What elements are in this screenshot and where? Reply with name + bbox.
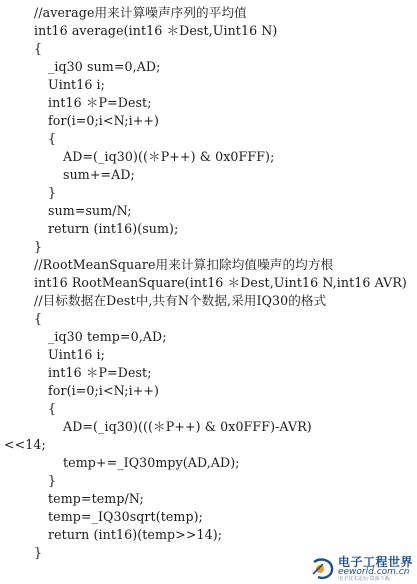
code-line: //RootMeanSquare用来计算扣除均值噪声的均方根	[34, 257, 334, 272]
code-line: }	[48, 185, 57, 200]
code-line: Uint16 i;	[48, 347, 106, 362]
code-line: Uint16 i;	[48, 77, 106, 92]
code-line: temp=_IQ30sqrt(temp);	[48, 509, 203, 524]
code-line: AD=(_iq30)(((＊P++) & 0x0FFF)-AVR)	[63, 419, 312, 434]
code-line: <<14;	[4, 437, 46, 452]
code-line: {	[48, 131, 57, 146]
watermark-subtitle: 电子技术论坛·资源下载	[337, 576, 390, 582]
code-line: }	[34, 545, 43, 560]
code-line: return (int16)(sum);	[48, 221, 179, 236]
code-line: }	[48, 473, 57, 488]
code-line: int16 RootMeanSquare(int16 ＊Dest,Uint16 N,int16 AVR)	[34, 275, 407, 290]
code-line: int16 average(int16 ＊Dest,Uint16 N)	[34, 23, 278, 38]
eeworld-logo-icon	[311, 558, 335, 580]
code-line: int16 ＊P=Dest;	[48, 365, 152, 380]
code-line: //average用来计算噪声序列的平均值	[34, 5, 247, 20]
code-line: sum=sum/N;	[48, 203, 132, 218]
code-line: //目标数据在Dest中,共有N个数据,采用IQ30的格式	[34, 293, 327, 308]
code-line: {	[48, 401, 57, 416]
code-line: sum+=AD;	[63, 167, 135, 182]
code-line: AD=(_iq30)((＊P++) & 0x0FFF);	[63, 149, 275, 164]
code-line: return (int16)(temp>>14);	[48, 527, 223, 542]
code-line: _iq30 sum=0,AD;	[48, 59, 161, 74]
code-line: {	[34, 311, 43, 326]
code-line: temp=temp/N;	[48, 491, 144, 506]
code-line: for(i=0;i<N;i++)	[48, 383, 160, 398]
code-line: temp+=_IQ30mpy(AD,AD);	[63, 455, 240, 470]
code-line: _iq30 temp=0,AD;	[48, 329, 167, 344]
code-line: for(i=0;i<N;i++)	[48, 113, 160, 128]
code-line: {	[34, 41, 43, 56]
watermark-url: eeworld.com.cn	[337, 567, 410, 577]
code-line: int16 ＊P=Dest;	[48, 95, 152, 110]
eeworld-watermark	[311, 556, 413, 582]
watermark-title: 电子工程世界	[337, 555, 413, 569]
code-line: }	[34, 239, 43, 254]
